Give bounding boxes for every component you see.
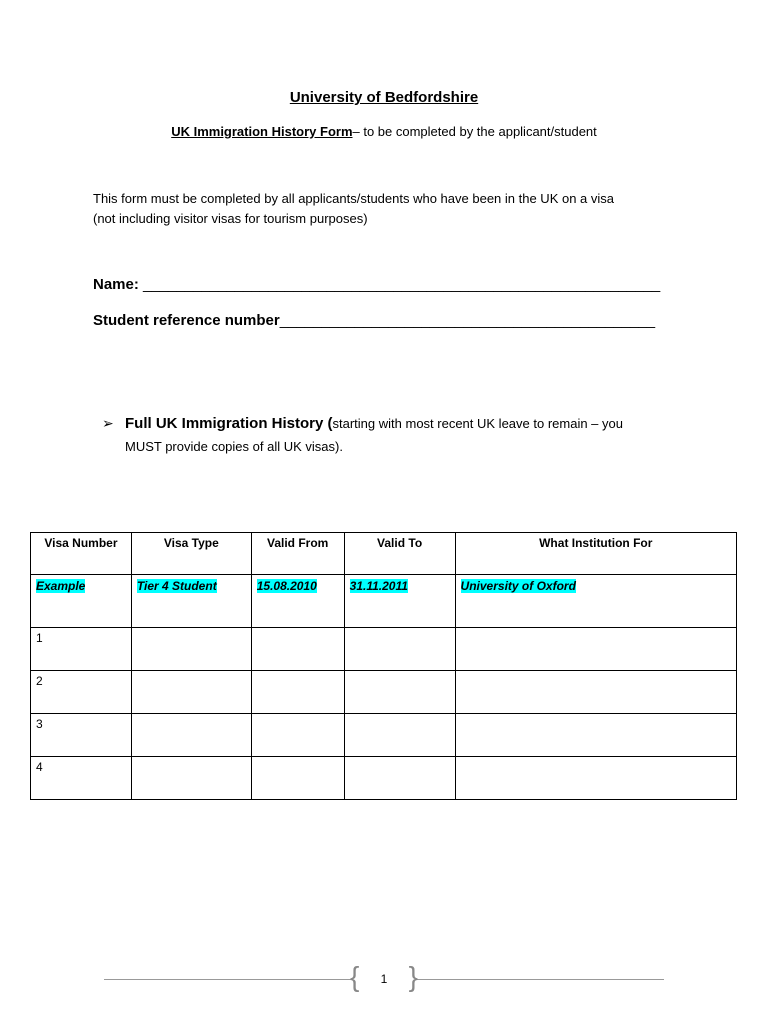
example-visa-type-text: Tier 4 Student	[136, 579, 217, 593]
example-row	[31, 575, 737, 628]
example-visa-number-text: Example	[36, 579, 86, 593]
right-brace-icon: }	[408, 961, 418, 992]
student-reference-label: Student reference number	[93, 312, 280, 329]
example-institution	[455, 575, 736, 628]
valid-from-cell[interactable]	[251, 671, 344, 714]
name-blank-line[interactable]: ______________________________________________________________	[143, 276, 661, 293]
valid-to-cell[interactable]	[344, 714, 455, 757]
form-name: UK Immigration History Form	[171, 124, 353, 139]
intro-line-2: (not including visitor visas for tourism purposes)	[93, 211, 368, 226]
header-valid-to: Valid To	[344, 533, 455, 575]
example-valid-to	[344, 575, 455, 628]
section-text-line-1: starting with most recent UK leave to remain – you	[332, 416, 623, 431]
row-number-cell: 4	[31, 757, 132, 800]
footer-divider-right	[416, 979, 664, 980]
section-heading: Full UK Immigration History (	[125, 415, 333, 432]
visa-type-cell[interactable]	[131, 671, 251, 714]
student-reference-blank-line[interactable]: _____________________________________________	[279, 312, 656, 329]
valid-to-cell[interactable]	[344, 628, 455, 671]
valid-to-cell[interactable]	[344, 671, 455, 714]
row-number-cell: 2	[31, 671, 132, 714]
table-row	[31, 628, 737, 671]
row-number-cell: 3	[31, 714, 132, 757]
form-subtitle-rest: – to be completed by the applicant/student	[352, 124, 597, 139]
name-field[interactable]	[93, 276, 660, 293]
table-row	[31, 671, 737, 714]
visa-type-cell[interactable]	[131, 757, 251, 800]
visa-type-cell[interactable]	[131, 628, 251, 671]
visa-type-cell[interactable]	[131, 714, 251, 757]
header-institution: What Institution For	[455, 533, 736, 575]
page-number	[350, 961, 418, 992]
example-visa-type	[131, 575, 251, 628]
header-visa-number: Visa Number	[31, 533, 132, 575]
footer-divider-left	[104, 979, 351, 980]
valid-to-cell[interactable]	[344, 757, 455, 800]
form-subtitle	[0, 124, 768, 139]
page-number-text: 1	[380, 972, 388, 986]
header-visa-type: Visa Type	[131, 533, 251, 575]
institution-cell[interactable]	[455, 671, 736, 714]
section-text-line-2: MUST provide copies of all UK visas).	[125, 439, 343, 454]
institution-cell[interactable]	[455, 757, 736, 800]
institution-cell[interactable]	[455, 628, 736, 671]
left-brace-icon: {	[350, 961, 360, 992]
valid-from-cell[interactable]	[251, 757, 344, 800]
student-reference-field[interactable]	[93, 312, 655, 329]
example-valid-to-text: 31.11.2011	[349, 579, 408, 593]
name-label: Name:	[93, 276, 139, 293]
table-header-row	[31, 533, 737, 575]
section-text	[125, 412, 685, 458]
example-visa-number	[31, 575, 132, 628]
arrow-bullet-icon: ➢	[102, 415, 114, 431]
table-row	[31, 714, 737, 757]
intro-paragraph	[93, 189, 693, 229]
institution-cell[interactable]	[455, 714, 736, 757]
row-number-cell: 1	[31, 628, 132, 671]
visa-history-table	[30, 532, 737, 800]
valid-from-cell[interactable]	[251, 714, 344, 757]
table-row	[31, 757, 737, 800]
example-valid-from-text: 15.08.2010	[256, 579, 317, 593]
intro-line-1: This form must be completed by all applicants/students who have been in the UK on a visa	[93, 191, 615, 206]
valid-from-cell[interactable]	[251, 628, 344, 671]
example-institution-text: University of Oxford	[460, 579, 576, 593]
header-valid-from: Valid From	[251, 533, 344, 575]
document-title: University of Bedfordshire	[289, 89, 479, 106]
example-valid-from	[251, 575, 344, 628]
